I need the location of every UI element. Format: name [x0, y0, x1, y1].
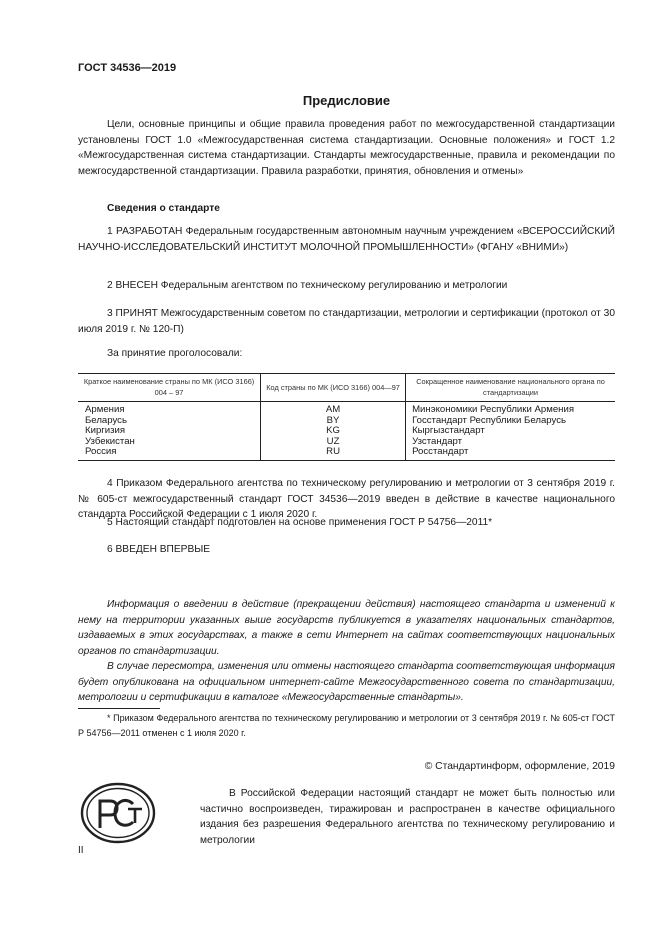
item-introduced: 6 ВВЕДЕН ВПЕРВЫЕ: [107, 544, 211, 555]
country-name: Россия: [78, 447, 261, 460]
table-row: [78, 426, 615, 437]
table-header-row: [78, 374, 615, 402]
country-code: KG: [261, 426, 406, 437]
copyright-notice: В Российской Федерации настоящий стандарт не может быть полностью или частично воспроизведен, тиражирован и распространен в качестве официального издания без разрешения Федерального агентства по техническому регулированию и метрологии: [200, 788, 615, 846]
country-name: Армения: [85, 404, 125, 415]
page-title: Предисловие: [302, 93, 391, 108]
standards-body: Росстандарт: [406, 447, 615, 460]
item-enacted: 4 Приказом Федерального агентства по техническому регулированию и метрологии от 3 сентября 2019 г. № 605-ст межгосударственный стандарт ГОСТ 34536—2019 введен в действие в качестве национального стандарта Российской Федерации с 1 июля 2020 г.: [78, 478, 615, 520]
standards-body: Госстандарт Республики Беларусь: [406, 416, 615, 427]
standards-body: Минэкономики Республики Армения: [406, 402, 615, 416]
item-developed: 1 РАЗРАБОТАН Федеральным государственным автономным научным учреждением «ВСЕРОССИЙСКИЙ НАУЧНО-ИССЛЕДОВАТЕЛЬСКИЙ ИНСТИТУТ МОЛОЧНОЙ ПРОМЫШЛЕННОСТИ» (ФГАНУ «ВНИМИ»): [78, 226, 615, 253]
page-number: II: [78, 845, 84, 856]
table-row: [78, 437, 615, 448]
states-table: [78, 373, 615, 461]
copyright-line: © Стандартинформ, оформление, 2019: [424, 761, 615, 772]
country-code: UZ: [261, 437, 406, 448]
info-note-revision: В случае пересмотра, изменения или отмены настоящего стандарта соответствующая информация будет опубликована на официальном интернет-сайте Межгосударственного совета по стандартизации, метрологии и сертификации в каталоге «Межгосударственные стандарты».: [78, 661, 615, 703]
column-header-code: Код страны по МК (ИСО 3166) 004—97: [261, 374, 406, 402]
standards-body: Узстандарт: [406, 437, 615, 448]
country-name: Киргизия: [85, 425, 126, 436]
item-adopted: 3 ПРИНЯТ Межгосударственным советом по стандартизации, метрологии и сертификации (протокол от 30 июля 2019 г. № 120-П): [78, 308, 615, 335]
table-row: [78, 402, 615, 416]
rst-certification-mark-icon: [80, 782, 156, 844]
column-header-country: Краткое наименование страны по МК (ИСО 3166) 004 – 97: [78, 374, 261, 402]
info-note-publication: Информация о введении в действие (прекращении действия) настоящего стандарта и изменений к нему на территории указанных выше государств публикуется в указателях национальных стандартов, издаваемых в этих государствах, а также в сети Интернет на сайтах соответствующих национальных органов по стандартизации.: [78, 599, 615, 657]
intro-paragraph: Цели, основные принципы и общие правила проведения работ по межгосударственной стандартизации установлены ГОСТ 1.0 «Межгосударственная система стандартизации. Основные положения» и ГОСТ 1.2 «Межгосударственная система стандартизации. Стандарты межгосударственные, правила и рекомендации по межгосударственной стандартизации. Правила разработки, принятия, обновления и отмены»: [78, 119, 615, 177]
country-code: AM: [261, 402, 406, 416]
item-submitted: 2 ВНЕСЕН Федеральным агентством по техническому регулированию и метрологии: [107, 280, 508, 291]
country-code: BY: [261, 416, 406, 427]
voted-label: За принятие проголосовали:: [107, 348, 243, 359]
table-row: [78, 447, 615, 460]
country-code: RU: [261, 447, 406, 460]
column-header-body: Сокращенное наименование национального органа по стандартизации: [406, 374, 615, 402]
item-basis: 5 Настоящий стандарт подготовлен на основе применения ГОСТ Р 54756—2011*: [107, 517, 493, 528]
footnote-divider: [78, 708, 160, 709]
table-row: [78, 416, 615, 427]
standard-info-heading: Сведения о стандарте: [107, 203, 220, 214]
document-header: ГОСТ 34536—2019: [78, 62, 177, 74]
country-name: Беларусь: [85, 414, 127, 426]
country-name: Узбекистан: [85, 435, 135, 447]
standards-body: Кыргызстандарт: [406, 426, 615, 437]
footnote: * Приказом Федерального агентства по техническому регулированию и метрологии от 3 сентября 2019 г. № 605-ст ГОСТ Р 54756—2011 отменен с 1 июля 2020 г.: [78, 713, 615, 738]
